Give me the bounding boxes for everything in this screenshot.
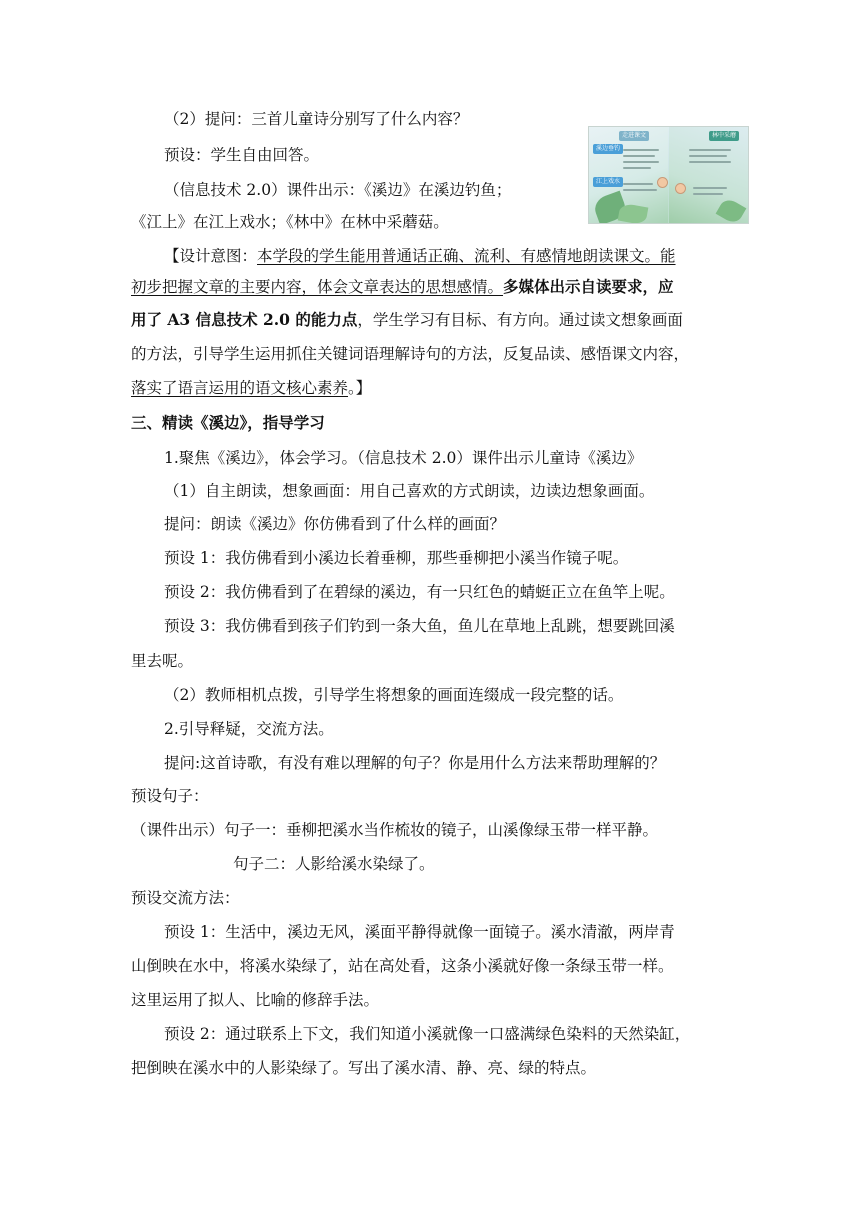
thumbnail-text-line (623, 167, 651, 169)
section-heading: 三、精读《溪边》，指导学习 (131, 413, 325, 432)
paragraph-line: 预设交流方法： (131, 889, 240, 907)
paragraph-line: 句子二：人影给溪水染绿了。 (233, 855, 435, 873)
design-intent-line (131, 275, 741, 299)
paragraph-line: 预设 2：通过联系上下文，我们知道小溪就像一口盛满绿色染料的天然染缸， (164, 1025, 691, 1043)
thumbnail-tag-left: 走进课文 (619, 131, 649, 141)
bold-text: 多媒体出示自读要求，应 (503, 277, 674, 296)
paragraph-line: （1）自主朗读，想象画面：用自己喜欢的方式朗读，边读边想象画面。 (164, 482, 655, 500)
paragraph-line: 1.聚焦《溪边》，体会学习。（信息技术 2.0）课件出示儿童诗《溪边》 (164, 449, 643, 467)
paragraph-line: 提问:这首诗歌，有没有难以理解的句子？你是用什么方法来帮助理解的？ (164, 754, 666, 772)
thumbnail-label-2: 江上戏水 (593, 177, 623, 187)
paragraph-line: （2）教师相机点拨，引导学生将想象的画面连缀成一段完整的话。 (164, 686, 624, 704)
design-intent-label: 【设计意图： (164, 247, 258, 265)
paragraph-line: 山倒映在水中，将溪水染绿了，站在高处看，这条小溪就好像一条绿玉带一样。 (131, 957, 674, 975)
thumbnail-tag-right: 林中采蘑 (709, 131, 739, 141)
paragraph-line: 把倒映在溪水中的人影染绿了。写出了溪水清、静、亮、绿的特点。 (131, 1059, 597, 1077)
bold-text: 用了 A3 信息技术 2.0 的能力点 (131, 310, 358, 329)
paragraph-line: 预设：学生自由回答。 (164, 146, 320, 164)
paragraph-line: 预设 1：我仿佛看到小溪边长着垂柳，那些垂柳把小溪当作镜子呢。 (164, 549, 629, 567)
underlined-text: 落实了语言运用的语文核心素养 (131, 379, 349, 397)
paragraph-line: 《江上》在江上戏水；《林中》在林中采蘑菇。 (131, 213, 449, 231)
paragraph-line: 预设 1：生活中，溪边无风，溪面平静得就像一面镜子。溪水清澈，两岸青 (164, 923, 675, 941)
paragraph-line: （课件出示）句子一：垂柳把溪水当作梳妆的镜子，山溪像绿玉带一样平静。 (131, 821, 659, 839)
underlined-text: 本学段的学生能用普通话正确、流利、有感情地朗读课文。能 (257, 247, 676, 265)
paragraph-line: 预设 2：我仿佛看到了在碧绿的溪边，有一只红色的蜻蜓正立在鱼竿上呢。 (164, 583, 675, 601)
paragraph-line: 2.引导释疑，交流方法。 (164, 720, 334, 738)
underlined-text: 初步把握文章的主要内容，体会文章表达的思想感情。 (131, 278, 504, 296)
design-intent-line (164, 244, 774, 268)
paragraph-line: 预设 3：我仿佛看到孩子们钓到一条大鱼，鱼儿在草地上乱跳，想要跳回溪 (164, 617, 675, 635)
paragraph-line: （信息技术 2.0）课件出示：《溪边》在溪边钓鱼； (164, 181, 512, 199)
paragraph-line: 这里运用了拟人、比喻的修辞手法。 (131, 991, 380, 1009)
plain-text: ，学生学习有目标、有方向。通过读文想象画面 (357, 311, 683, 329)
paragraph-line: 提问：朗读《溪边》你仿佛看到了什么样的画面？ (164, 515, 506, 533)
plain-text: 。】 (348, 379, 372, 397)
paragraph-line: （2）提问：三首儿童诗分别写了什么内容？ (164, 110, 469, 128)
design-intent-line (131, 308, 741, 332)
paragraph-line: 预设句子： (131, 787, 209, 805)
design-intent-line (131, 376, 741, 400)
thumbnail-label-1: 溪边垂钓 (593, 144, 623, 154)
design-intent-line: 的方法，引导学生运用抓住关键词语理解诗句的方法，反复品读、感悟课文内容， (131, 345, 690, 363)
paragraph-line: 里去呢。 (131, 652, 194, 670)
